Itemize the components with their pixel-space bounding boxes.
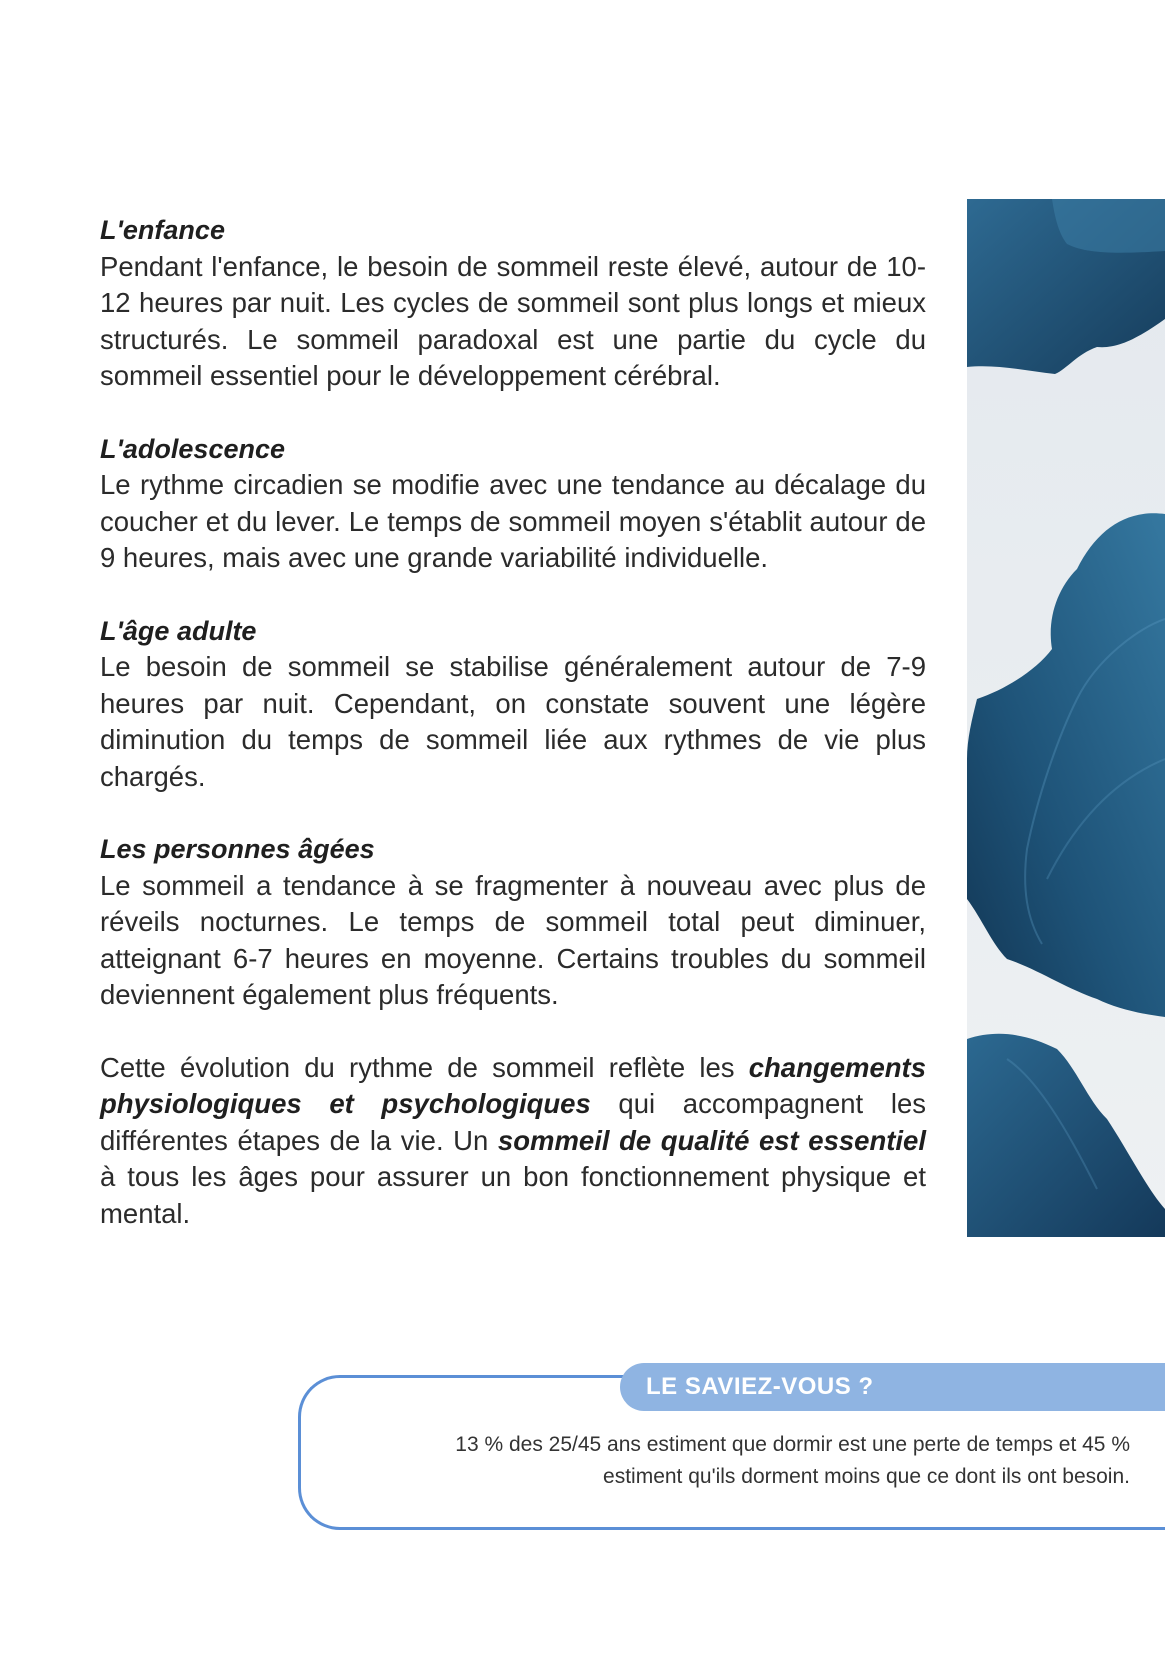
section-personnes-agees: [100, 831, 926, 1014]
section-enfance: [100, 212, 926, 395]
did-you-know-badge: LE SAVIEZ-VOUS ?: [620, 1363, 1165, 1411]
blue-petals-icon: [967, 199, 1165, 1237]
conclusion: [100, 1050, 926, 1233]
section-body: Le sommeil a tendance à se fragmenter à nouveau avec plus de réveils nocturnes. Le temps de sommeil total peut diminuer, atteignant 6-7 heures en moyenne. Certains troubles du sommeil deviennent également plus fréquents.: [100, 869, 926, 1010]
section-body: Le rythme circadien se modifie avec une tendance au décalage du coucher et du lever. Le temps de sommeil moyen s'établit autour de 9 heures, mais avec une grande variabilité individuelle.: [100, 469, 926, 573]
ginkgo-petals-photo: [967, 199, 1165, 1237]
section-body: Pendant l'enfance, le besoin de sommeil reste élevé, autour de 10-12 heures par nuit. Les cycles de sommeil sont plus longs et mieux structurés. Le sommeil paradoxal est une partie du cycle du sommeil essentiel pour le développement cérébral.: [100, 250, 926, 391]
main-text: [100, 212, 926, 1232]
conclusion-emphasis: changements physiologiques et psychologiques: [100, 1051, 926, 1119]
did-you-know-line: 13 % des 25/45 ans estiment que dormir est une perte de temps et 45 %: [455, 1433, 1130, 1456]
did-you-know-box: [298, 1375, 1165, 1530]
conclusion-paragraph: [100, 1050, 926, 1233]
conclusion-text: qui accompagnent les différentes étapes de la vie. Un: [100, 1088, 926, 1156]
section-title: L'âge adulte: [100, 615, 257, 646]
did-you-know-text: [370, 1429, 1130, 1493]
conclusion-text: à tous les âges pour assurer un bon fonctionnement physique et mental.: [100, 1161, 926, 1229]
section-body: Le besoin de sommeil se stabilise généralement autour de 7-9 heures par nuit. Cependant, on constate souvent une légère diminution du temps de sommeil liée aux rythmes de vie plus chargés.: [100, 651, 926, 792]
conclusion-emphasis: sommeil de qualité est essentiel: [497, 1124, 926, 1156]
section-title: L'adolescence: [100, 433, 286, 464]
section-age-adulte: [100, 613, 926, 796]
section-adolescence: [100, 431, 926, 577]
section-title: Les personnes âgées: [100, 834, 375, 864]
section-title: L'enfance: [100, 215, 225, 245]
did-you-know-line: estiment qu'ils dorment moins que ce dont ils ont besoin.: [603, 1465, 1130, 1488]
conclusion-text: Cette évolution du rythme de sommeil reflète les: [100, 1051, 749, 1083]
